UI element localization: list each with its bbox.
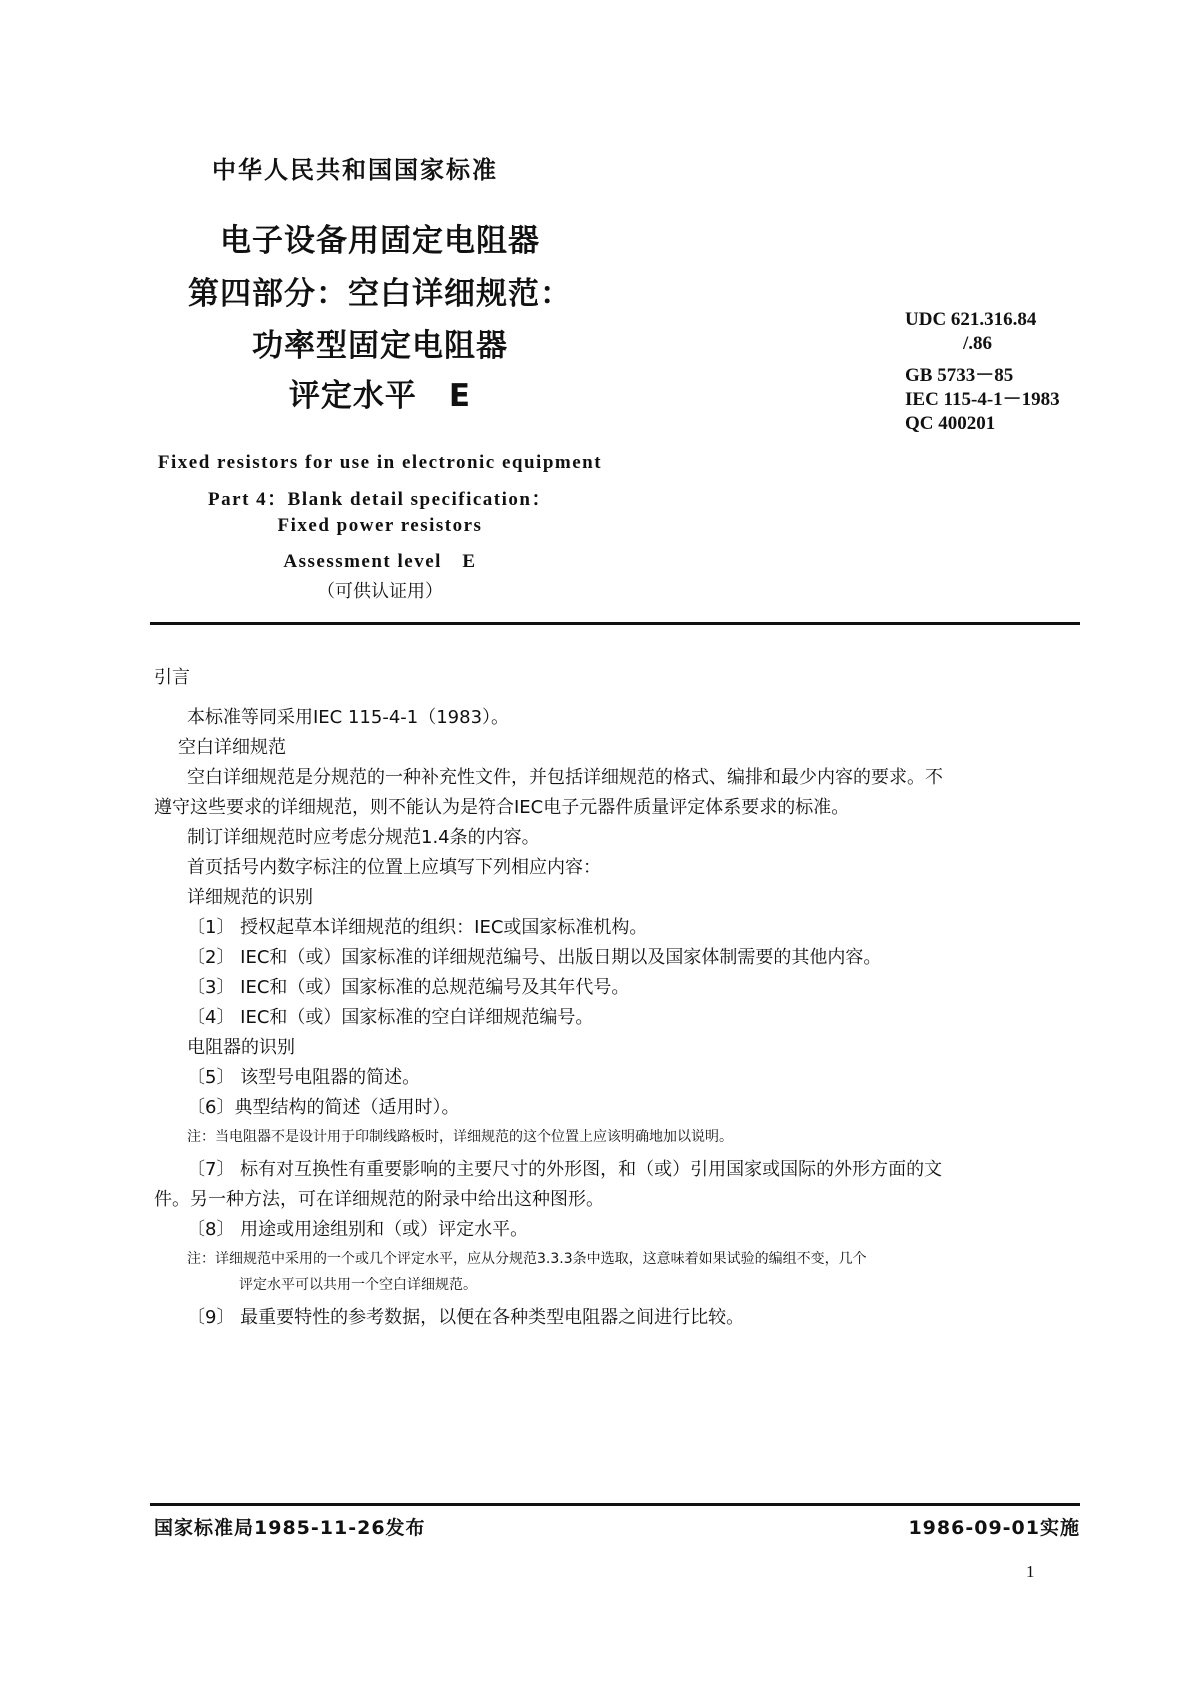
- first-page-instruction: 首页括号内数字标注的位置上应填写下列相应内容：: [187, 857, 601, 878]
- national-standard-heading: 中华人民共和国国家标准: [212, 156, 498, 184]
- adoption-statement: 本标准等同采用IEC 115-4-1（1983）。: [187, 707, 510, 728]
- udc-code-cont: /.86: [963, 333, 993, 354]
- blank-spec-heading: 空白详细规范: [178, 737, 286, 758]
- title-cn-line-3: 功率型固定电阻器: [252, 328, 508, 364]
- list-item-2: 〔2〕 IEC和（或）国家标准的详细规范编号、出版日期以及国家体制需要的其他内容。: [187, 947, 882, 968]
- qc-code: QC 400201: [905, 413, 996, 434]
- list-item-8: 〔8〕 用途或用途组别和（或）评定水平。: [187, 1219, 529, 1240]
- iec-code: IEC 115-4-1－1983: [905, 389, 1060, 410]
- udc-code: UDC 621.316.84: [905, 309, 1037, 330]
- resistor-identification-heading: 电阻器的识别: [187, 1037, 295, 1058]
- list-item-7-line-1: 〔7〕 标有对互换性有重要影响的主要尺寸的外形图，和（或）引用国家或国际的外形方面的文: [187, 1159, 943, 1180]
- page-number: 1: [1026, 1562, 1035, 1581]
- list-item-7-line-2: 件。另一种方法，可在详细规范的附录中给出这种图形。: [154, 1189, 604, 1210]
- title-cn-line-1: 电子设备用固定电阻器: [220, 223, 540, 259]
- list-item-4: 〔4〕 IEC和（或）国家标准的空白详细规范编号。: [187, 1007, 594, 1028]
- note-2-line-1: 注：详细规范中采用的一个或几个评定水平，应从分规范3.3.3条中选取，这意味着如果试验的编组不变，几个: [187, 1251, 867, 1267]
- formulate-note: 制订详细规范时应考虑分规范1.4条的内容。: [187, 827, 540, 848]
- title-cn-line-4: 评定水平 E: [288, 378, 472, 414]
- title-en-line-2: Part 4：Blank detail specification：: [208, 489, 552, 510]
- spec-identification-heading: 详细规范的识别: [187, 887, 313, 908]
- note-2-line-2: 评定水平可以共用一个空白详细规范。: [239, 1277, 477, 1293]
- effective-date: 1986-09-01实施: [908, 1517, 1080, 1539]
- title-en-line-4: Assessment level E: [283, 551, 477, 572]
- list-item-1: 〔1〕 授权起草本详细规范的组织：IEC或国家标准机构。: [187, 917, 648, 938]
- blank-spec-para-line-1: 空白详细规范是分规范的一种补充性文件，并包括详细规范的格式、编排和最少内容的要求。不: [187, 767, 943, 788]
- header-divider: [150, 622, 1080, 625]
- blank-spec-para-line-2: 遵守这些要求的详细规范，则不能认为是符合IEC电子元器件质量评定体系要求的标准。: [154, 797, 850, 818]
- standard-codes: [905, 308, 1060, 436]
- intro-heading: 引言: [154, 667, 190, 688]
- title-en-line-1: Fixed resistors for use in electronic equipment: [157, 452, 603, 473]
- certification-note: （可供认证用）: [317, 581, 443, 602]
- footer-divider: [150, 1503, 1080, 1506]
- list-item-5: 〔5〕 该型号电阻器的简述。: [187, 1067, 421, 1088]
- note-1: 注：当电阻器不是设计用于印制线路板时，详细规范的这个位置上应该明确地加以说明。: [187, 1129, 733, 1145]
- gb-code: GB 5733－85: [905, 365, 1014, 386]
- list-item-6: 〔6〕典型结构的简述（适用时）。: [187, 1097, 460, 1118]
- title-en-line-3: Fixed power resistors: [277, 515, 483, 536]
- issue-date: 国家标准局1985-11-26发布: [154, 1517, 426, 1539]
- title-cn-line-2: 第四部分：空白详细规范：: [188, 276, 572, 312]
- list-item-3: 〔3〕 IEC和（或）国家标准的总规范编号及其年代号。: [187, 977, 630, 998]
- list-item-9: 〔9〕 最重要特性的参考数据，以便在各种类型电阻器之间进行比较。: [187, 1307, 745, 1328]
